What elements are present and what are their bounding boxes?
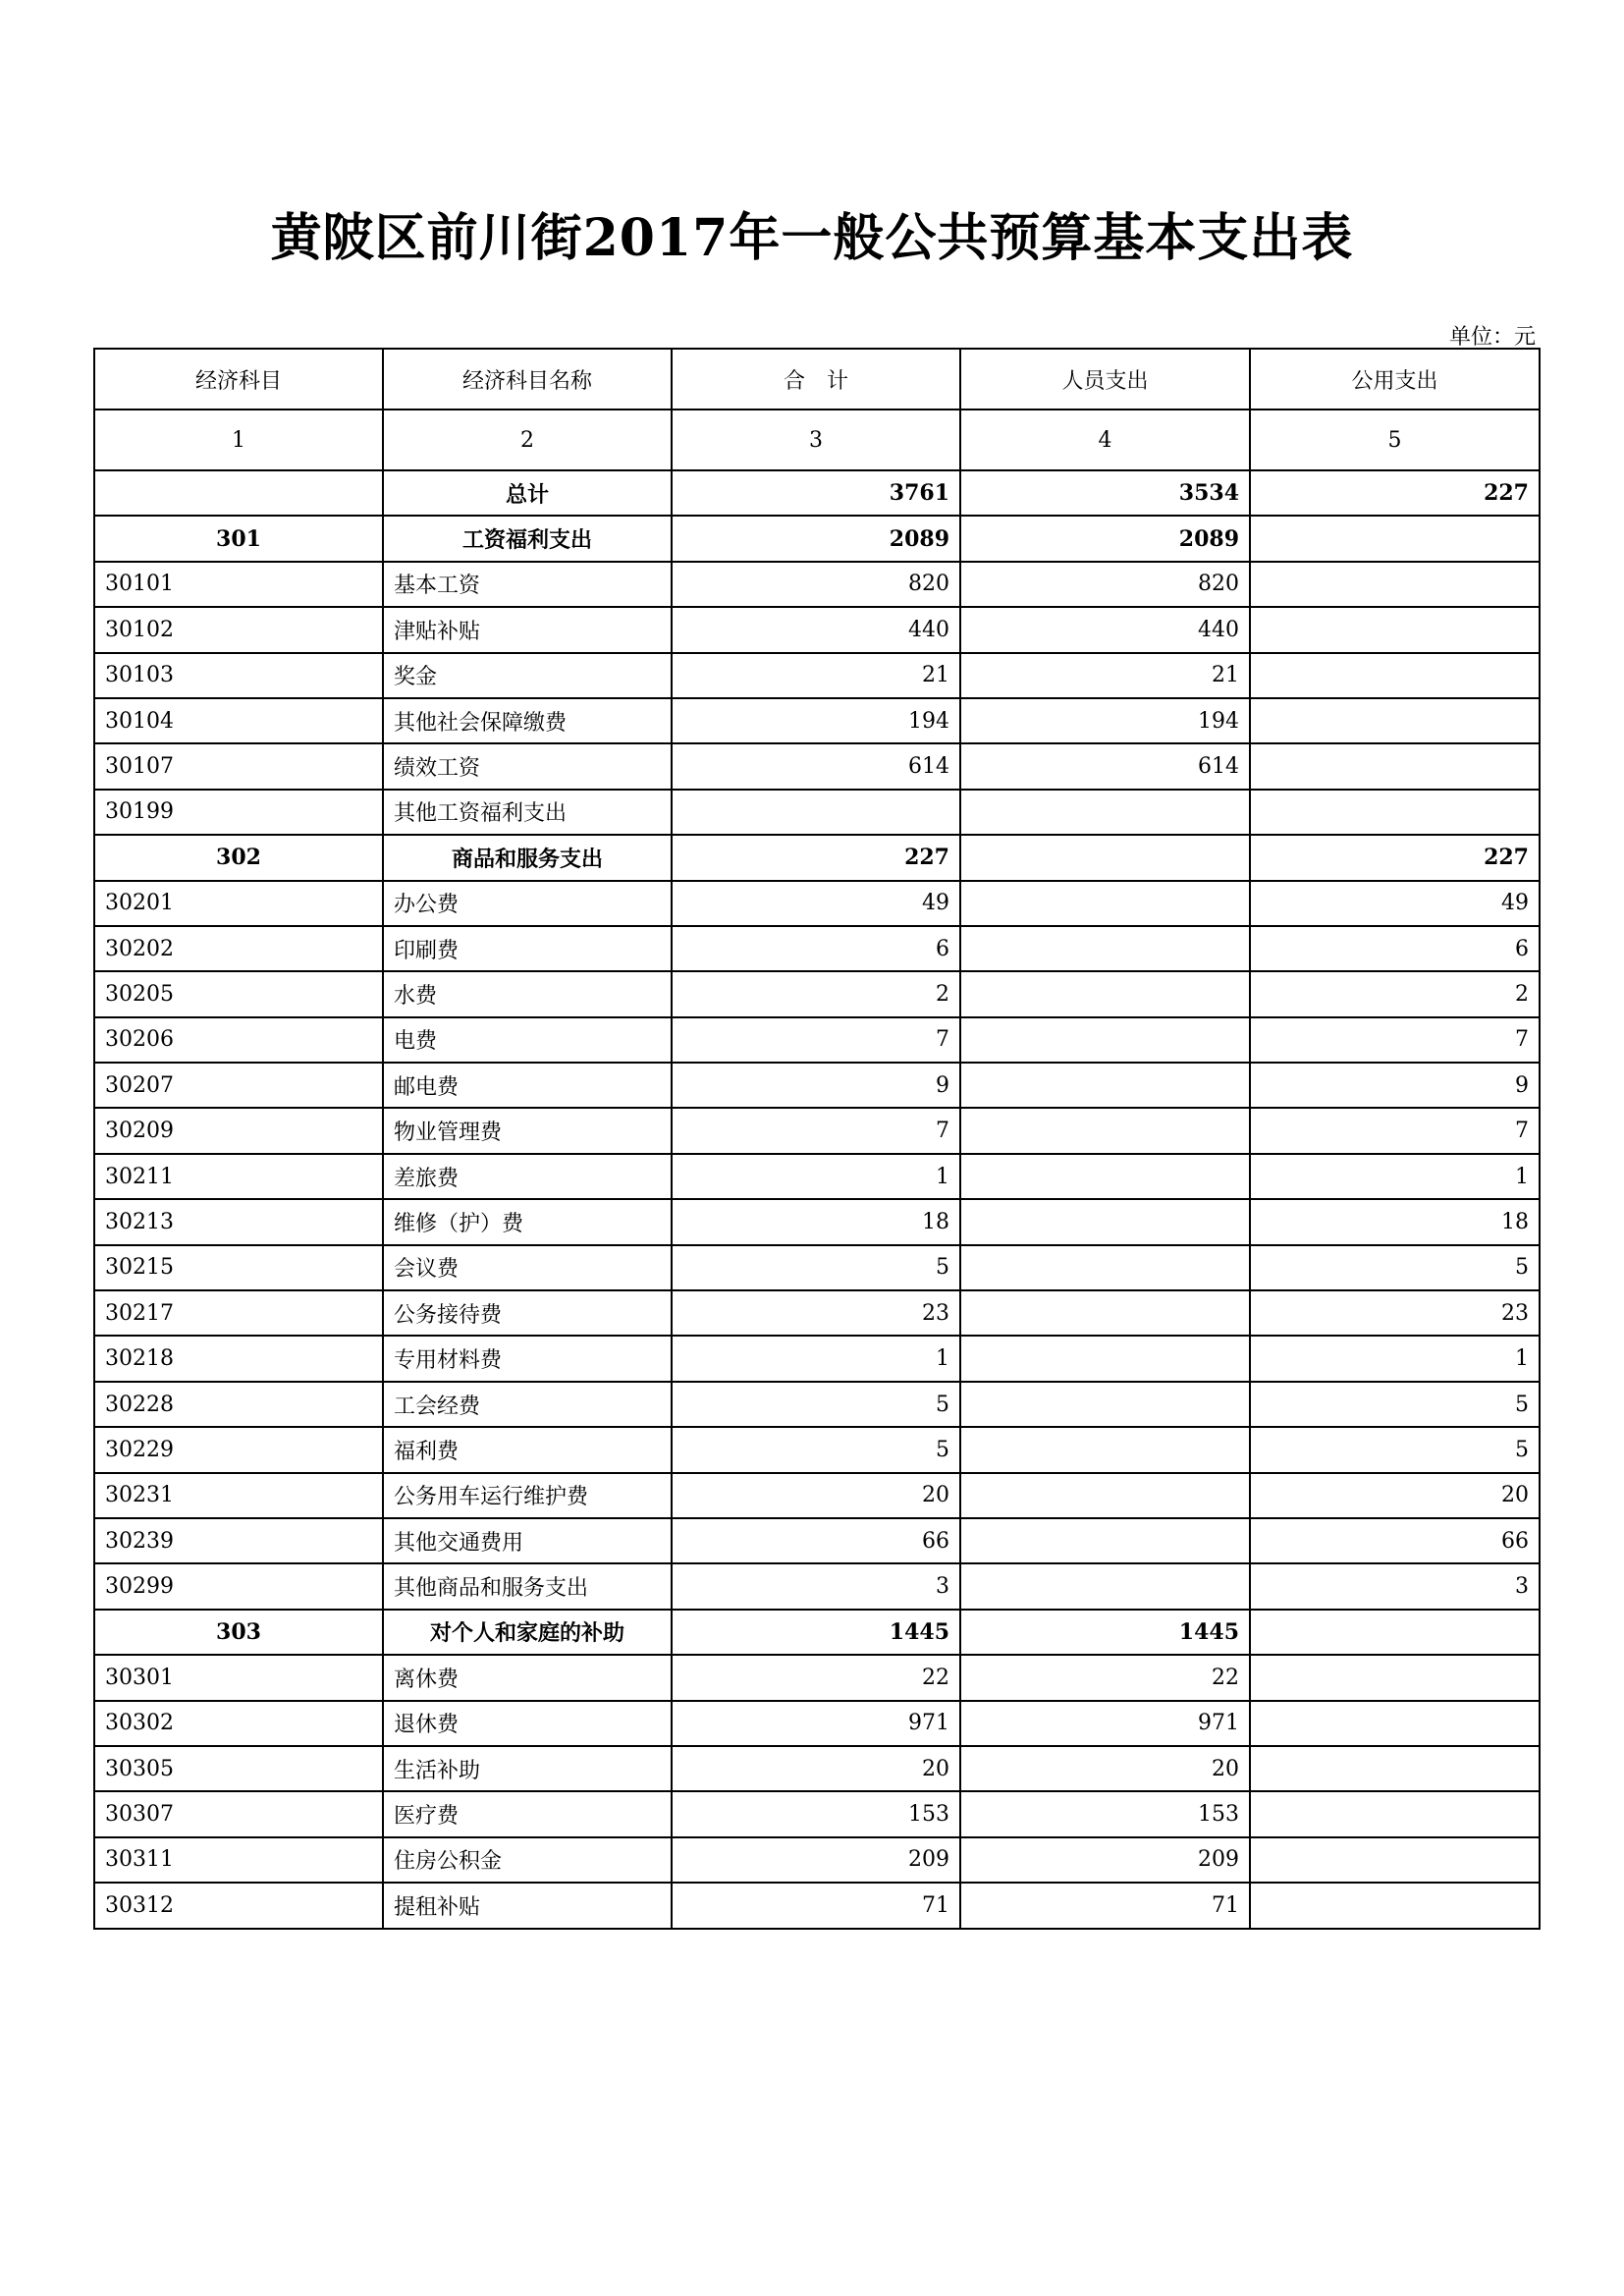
unit-label: 单位：元 xyxy=(1448,325,1536,350)
name-cell: 离休费 xyxy=(383,1655,672,1700)
personnel-cell xyxy=(960,926,1250,971)
code-cell: 30211 xyxy=(94,1154,383,1199)
public-cell xyxy=(1250,1655,1540,1700)
public-cell xyxy=(1250,1837,1540,1883)
code-cell: 30101 xyxy=(94,562,383,607)
public-cell xyxy=(1250,1701,1540,1746)
table-row xyxy=(94,1336,1540,1381)
name-cell: 退休费 xyxy=(383,1701,672,1746)
personnel-cell xyxy=(960,1336,1250,1381)
table-row xyxy=(94,1746,1540,1791)
table-row xyxy=(94,1063,1540,1108)
table-row xyxy=(94,790,1540,835)
table-row xyxy=(94,1154,1540,1199)
table-row xyxy=(94,881,1540,926)
personnel-cell xyxy=(960,835,1250,880)
name-cell: 对个人和家庭的补助 xyxy=(383,1610,672,1655)
total-cell: 49 xyxy=(672,881,960,926)
total-cell: 971 xyxy=(672,1701,960,1746)
total-cell: 21 xyxy=(672,653,960,698)
public-cell: 227 xyxy=(1250,470,1540,516)
code-cell: 30239 xyxy=(94,1518,383,1563)
public-cell: 18 xyxy=(1250,1199,1540,1244)
code-cell: 30207 xyxy=(94,1063,383,1108)
code-cell: 30218 xyxy=(94,1336,383,1381)
public-cell: 3 xyxy=(1250,1563,1540,1609)
personnel-cell xyxy=(960,1245,1250,1290)
public-cell: 20 xyxy=(1250,1473,1540,1518)
total-cell: 153 xyxy=(672,1791,960,1836)
code-cell: 30104 xyxy=(94,698,383,743)
public-cell xyxy=(1250,562,1540,607)
code-cell: 30231 xyxy=(94,1473,383,1518)
name-cell: 电费 xyxy=(383,1017,672,1063)
name-cell: 专用材料费 xyxy=(383,1336,672,1381)
table-row xyxy=(94,1382,1540,1427)
name-cell: 总计 xyxy=(383,470,672,516)
table-row xyxy=(94,971,1540,1016)
total-cell: 6 xyxy=(672,926,960,971)
total-cell: 20 xyxy=(672,1473,960,1518)
public-cell xyxy=(1250,698,1540,743)
public-cell: 7 xyxy=(1250,1017,1540,1063)
personnel-cell: 2089 xyxy=(960,516,1250,561)
personnel-cell: 194 xyxy=(960,698,1250,743)
name-cell: 商品和服务支出 xyxy=(383,835,672,880)
code-cell: 30206 xyxy=(94,1017,383,1063)
code-cell: 30102 xyxy=(94,607,383,652)
column-number: 2 xyxy=(383,410,672,470)
personnel-cell xyxy=(960,1473,1250,1518)
public-cell xyxy=(1250,1791,1540,1836)
code-cell: 301 xyxy=(94,516,383,561)
table-row xyxy=(94,926,1540,971)
total-cell: 3 xyxy=(672,1563,960,1609)
name-cell: 提租补贴 xyxy=(383,1883,672,1928)
code-cell: 30302 xyxy=(94,1701,383,1746)
table-row xyxy=(94,1883,1540,1928)
total-cell: 9 xyxy=(672,1063,960,1108)
public-cell: 7 xyxy=(1250,1108,1540,1153)
total-cell: 5 xyxy=(672,1245,960,1290)
public-cell xyxy=(1250,607,1540,652)
table-row xyxy=(94,1108,1540,1153)
code-cell: 30217 xyxy=(94,1290,383,1336)
name-cell: 住房公积金 xyxy=(383,1837,672,1883)
personnel-cell xyxy=(960,1290,1250,1336)
name-cell: 差旅费 xyxy=(383,1154,672,1199)
code-cell: 30201 xyxy=(94,881,383,926)
personnel-cell xyxy=(960,1108,1250,1153)
group-row xyxy=(94,835,1540,880)
public-cell xyxy=(1250,1746,1540,1791)
table-row xyxy=(94,1655,1540,1700)
public-cell: 1 xyxy=(1250,1336,1540,1381)
name-cell: 其他交通费用 xyxy=(383,1518,672,1563)
public-cell: 6 xyxy=(1250,926,1540,971)
personnel-cell xyxy=(960,1154,1250,1199)
public-cell xyxy=(1250,743,1540,789)
total-cell: 3761 xyxy=(672,470,960,516)
total-cell: 1 xyxy=(672,1154,960,1199)
total-cell: 71 xyxy=(672,1883,960,1928)
table-row xyxy=(94,1837,1540,1883)
total-cell: 614 xyxy=(672,743,960,789)
total-cell: 7 xyxy=(672,1017,960,1063)
personnel-cell: 820 xyxy=(960,562,1250,607)
name-cell: 公务接待费 xyxy=(383,1290,672,1336)
column-number: 4 xyxy=(960,410,1250,470)
personnel-cell xyxy=(960,881,1250,926)
column-number: 5 xyxy=(1250,410,1540,470)
name-cell: 水费 xyxy=(383,971,672,1016)
table-row xyxy=(94,1518,1540,1563)
header-cell-code: 经济科目 xyxy=(94,349,383,410)
public-cell: 5 xyxy=(1250,1427,1540,1472)
code-cell: 303 xyxy=(94,1610,383,1655)
personnel-cell xyxy=(960,1518,1250,1563)
total-cell: 7 xyxy=(672,1108,960,1153)
code-cell: 30311 xyxy=(94,1837,383,1883)
personnel-cell: 1445 xyxy=(960,1610,1250,1655)
personnel-cell: 21 xyxy=(960,653,1250,698)
column-number-row xyxy=(94,410,1540,470)
table-row xyxy=(94,1017,1540,1063)
table-row xyxy=(94,1563,1540,1609)
public-cell: 5 xyxy=(1250,1382,1540,1427)
public-cell xyxy=(1250,1610,1540,1655)
total-cell: 18 xyxy=(672,1199,960,1244)
name-cell: 会议费 xyxy=(383,1245,672,1290)
public-cell xyxy=(1250,516,1540,561)
personnel-cell xyxy=(960,971,1250,1016)
table-row xyxy=(94,1245,1540,1290)
column-number: 1 xyxy=(94,410,383,470)
total-cell: 23 xyxy=(672,1290,960,1336)
personnel-cell xyxy=(960,1382,1250,1427)
total-cell: 22 xyxy=(672,1655,960,1700)
public-cell: 49 xyxy=(1250,881,1540,926)
code-cell: 30199 xyxy=(94,790,383,835)
code-cell: 30205 xyxy=(94,971,383,1016)
name-cell: 医疗费 xyxy=(383,1791,672,1836)
code-cell: 30107 xyxy=(94,743,383,789)
total-cell: 194 xyxy=(672,698,960,743)
personnel-cell xyxy=(960,1563,1250,1609)
header-cell-public: 公用支出 xyxy=(1250,349,1540,410)
public-cell: 2 xyxy=(1250,971,1540,1016)
code-cell: 302 xyxy=(94,835,383,880)
name-cell: 奖金 xyxy=(383,653,672,698)
total-cell: 820 xyxy=(672,562,960,607)
personnel-cell xyxy=(960,790,1250,835)
total-cell: 1445 xyxy=(672,1610,960,1655)
public-cell: 1 xyxy=(1250,1154,1540,1199)
name-cell: 办公费 xyxy=(383,881,672,926)
code-cell: 30202 xyxy=(94,926,383,971)
personnel-cell: 20 xyxy=(960,1746,1250,1791)
name-cell: 基本工资 xyxy=(383,562,672,607)
personnel-cell: 209 xyxy=(960,1837,1250,1883)
code-cell xyxy=(94,470,383,516)
header-cell-personnel: 人员支出 xyxy=(960,349,1250,410)
total-cell: 209 xyxy=(672,1837,960,1883)
total-cell: 5 xyxy=(672,1382,960,1427)
total-cell: 66 xyxy=(672,1518,960,1563)
name-cell: 维修（护）费 xyxy=(383,1199,672,1244)
name-cell: 其他商品和服务支出 xyxy=(383,1563,672,1609)
code-cell: 30307 xyxy=(94,1791,383,1836)
code-cell: 30305 xyxy=(94,1746,383,1791)
name-cell: 邮电费 xyxy=(383,1063,672,1108)
table-row xyxy=(94,1473,1540,1518)
total-cell: 440 xyxy=(672,607,960,652)
personnel-cell: 22 xyxy=(960,1655,1250,1700)
personnel-cell: 614 xyxy=(960,743,1250,789)
document-title: 黄陂区前川街2017年一般公共预算基本支出表 xyxy=(270,208,1354,268)
table-row xyxy=(94,1791,1540,1836)
total-cell: 2089 xyxy=(672,516,960,561)
table-row xyxy=(94,607,1540,652)
code-cell: 30103 xyxy=(94,653,383,698)
column-number: 3 xyxy=(672,410,960,470)
personnel-cell xyxy=(960,1199,1250,1244)
public-cell: 5 xyxy=(1250,1245,1540,1290)
total-row xyxy=(94,470,1540,516)
public-cell xyxy=(1250,790,1540,835)
table-row xyxy=(94,1290,1540,1336)
table-row xyxy=(94,698,1540,743)
name-cell: 工资福利支出 xyxy=(383,516,672,561)
personnel-cell xyxy=(960,1427,1250,1472)
code-cell: 30229 xyxy=(94,1427,383,1472)
name-cell: 物业管理费 xyxy=(383,1108,672,1153)
code-cell: 30228 xyxy=(94,1382,383,1427)
name-cell: 印刷费 xyxy=(383,926,672,971)
budget-table xyxy=(93,348,1541,1930)
code-cell: 30209 xyxy=(94,1108,383,1153)
table-row xyxy=(94,1199,1540,1244)
total-cell: 2 xyxy=(672,971,960,1016)
public-cell: 66 xyxy=(1250,1518,1540,1563)
table-row xyxy=(94,743,1540,789)
public-cell: 227 xyxy=(1250,835,1540,880)
personnel-cell: 71 xyxy=(960,1883,1250,1928)
header-cell-name: 经济科目名称 xyxy=(383,349,672,410)
name-cell: 生活补助 xyxy=(383,1746,672,1791)
code-cell: 30213 xyxy=(94,1199,383,1244)
code-cell: 30299 xyxy=(94,1563,383,1609)
group-row xyxy=(94,516,1540,561)
code-cell: 30312 xyxy=(94,1883,383,1928)
personnel-cell: 971 xyxy=(960,1701,1250,1746)
personnel-cell: 3534 xyxy=(960,470,1250,516)
table-row xyxy=(94,653,1540,698)
total-cell: 1 xyxy=(672,1336,960,1381)
name-cell: 公务用车运行维护费 xyxy=(383,1473,672,1518)
personnel-cell xyxy=(960,1017,1250,1063)
public-cell xyxy=(1250,1883,1540,1928)
table-row xyxy=(94,1701,1540,1746)
public-cell: 9 xyxy=(1250,1063,1540,1108)
name-cell: 工会经费 xyxy=(383,1382,672,1427)
table-row xyxy=(94,1427,1540,1472)
header-cell-total: 合 计 xyxy=(672,349,960,410)
name-cell: 其他工资福利支出 xyxy=(383,790,672,835)
total-cell xyxy=(672,790,960,835)
public-cell xyxy=(1250,653,1540,698)
name-cell: 绩效工资 xyxy=(383,743,672,789)
total-cell: 20 xyxy=(672,1746,960,1791)
personnel-cell: 440 xyxy=(960,607,1250,652)
name-cell: 其他社会保障缴费 xyxy=(383,698,672,743)
header-row xyxy=(94,349,1540,410)
code-cell: 30301 xyxy=(94,1655,383,1700)
total-cell: 227 xyxy=(672,835,960,880)
total-cell: 5 xyxy=(672,1427,960,1472)
personnel-cell: 153 xyxy=(960,1791,1250,1836)
name-cell: 福利费 xyxy=(383,1427,672,1472)
code-cell: 30215 xyxy=(94,1245,383,1290)
public-cell: 23 xyxy=(1250,1290,1540,1336)
name-cell: 津贴补贴 xyxy=(383,607,672,652)
table-row xyxy=(94,562,1540,607)
group-row xyxy=(94,1610,1540,1655)
personnel-cell xyxy=(960,1063,1250,1108)
